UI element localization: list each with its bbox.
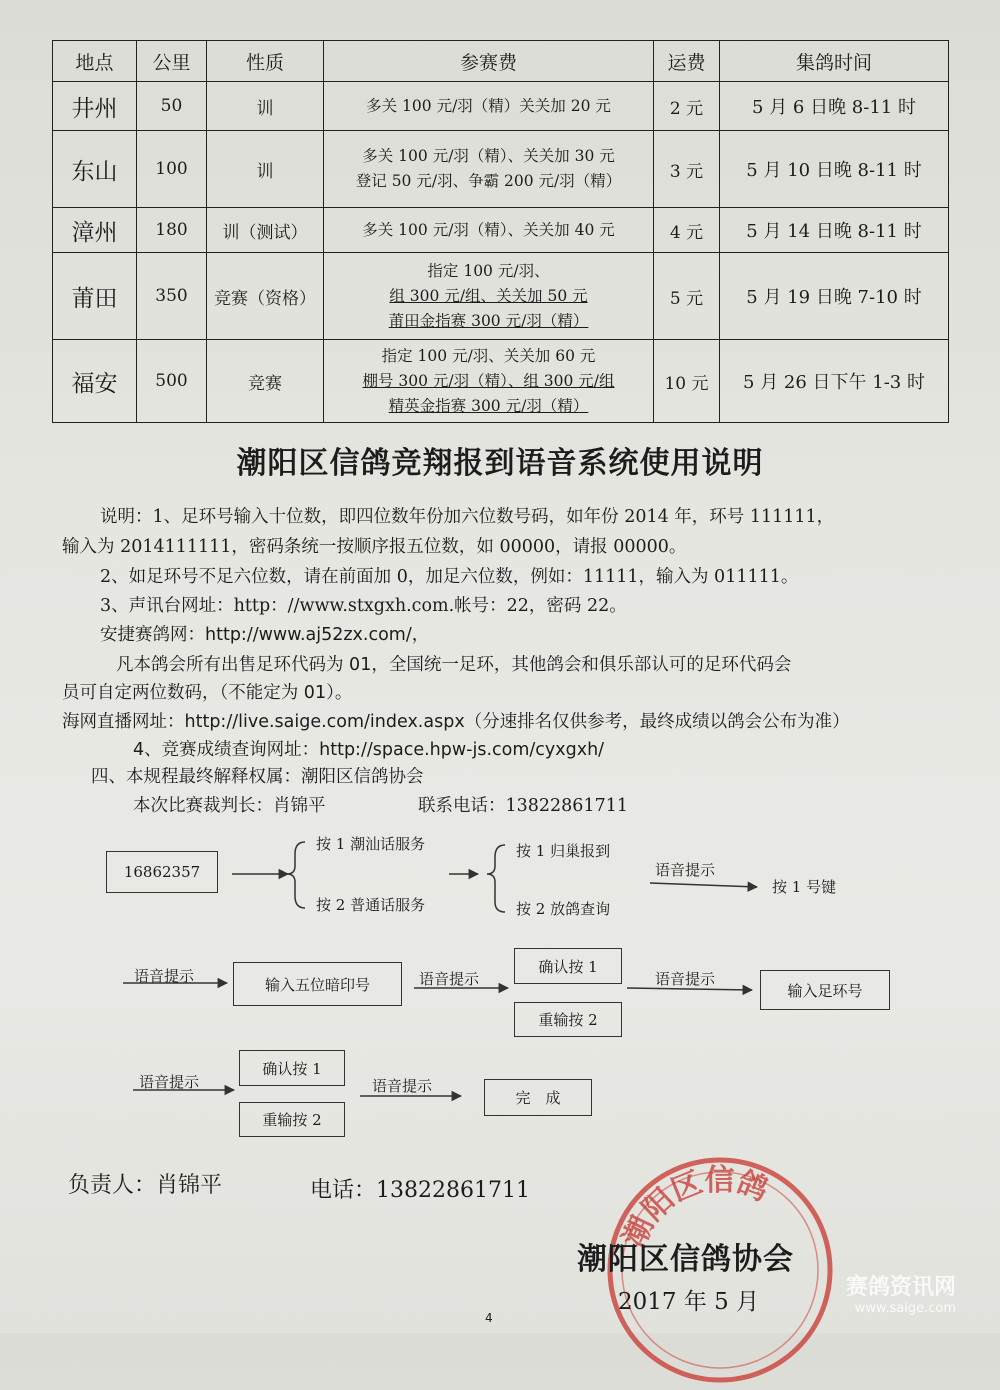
cell-shipping: 2 元 — [654, 82, 720, 131]
cell-nature: 训（测试） — [207, 208, 324, 253]
responsible-person: 负责人：肖锦平 — [68, 1173, 223, 1198]
instruction-line-9: 4、竞赛成绩查询网址：http://space.hpw-js.com/cyxgxh/ — [133, 740, 605, 760]
fee-line: 指定 100 元/羽、关关加 60 元 — [381, 346, 596, 365]
instruction-line-5: 安捷赛鸽网：http://www.aj52zx.com/， — [100, 625, 430, 645]
cell-time: 5 月 26 日下午 1-3 时 — [720, 340, 949, 423]
document-date: 2017 年 5 月 — [618, 1289, 760, 1315]
instruction-line-3: 2、如足环号不足六位数，请在前面加 0，加足六位数，例如：11111，输入为 011111。 — [100, 567, 799, 587]
fee-line: 莆田金指赛 300 元/羽（精） — [388, 311, 589, 330]
fee-line: 精英金指赛 300 元/羽（精） — [388, 396, 589, 415]
confirm-box-1: 确认按 1 — [514, 948, 622, 984]
instruction-line-2: 输入为 2014111111，密码条统一按顺序报五位数，如 00000，请报 00000。 — [62, 537, 687, 557]
done-box: 完 成 — [484, 1079, 592, 1116]
ring-input-box: 输入足环号 — [760, 970, 890, 1010]
watermark — [846, 1270, 956, 1316]
cell-km: 350 — [137, 253, 207, 340]
cell-time: 5 月 14 日晚 8-11 时 — [720, 208, 949, 253]
cell-km: 50 — [137, 82, 207, 131]
page-number: 4 — [485, 1311, 493, 1325]
fee-line: 多关 100 元/羽（精）关关加 20 元 — [366, 96, 611, 115]
voice-prompt-label-5: 语音提示 — [139, 1073, 200, 1091]
option-mandarin-text: 按 2 普通话服务 — [316, 896, 426, 914]
cell-location: 福安 — [53, 340, 137, 423]
cell-nature: 训 — [207, 131, 324, 208]
cell-nature: 竞赛（资格） — [207, 253, 324, 340]
fee-line: 多关 100 元/羽（精）、关关加 40 元 — [362, 220, 615, 239]
responsible-phone: 电话：13822861711 — [310, 1178, 530, 1203]
cell-location: 漳州 — [53, 208, 137, 253]
document-title: 潮阳区信鸽竞翔报到语音系统使用说明 — [236, 446, 764, 481]
header-location: 地点 — [53, 41, 137, 82]
voice-prompt-label-3: 语音提示 — [419, 970, 480, 988]
watermark-url: www.saige.com — [854, 1301, 956, 1316]
phone-number-box: 16862357 — [106, 851, 218, 893]
fee-line: 多关 100 元/羽（精）、关关加 30 元 — [362, 147, 615, 165]
header-fee: 参赛费 — [324, 41, 654, 82]
judge-line: 本次比赛裁判长：肖锦平 — [133, 796, 326, 816]
cell-shipping: 4 元 — [654, 208, 720, 253]
cell-location: 东山 — [53, 131, 137, 208]
cell-time: 5 月 19 日晚 7-10 时 — [720, 253, 949, 340]
cell-location: 莆田 — [53, 253, 137, 340]
instruction-line-6: 凡本鸽会所有出售足环代码为 01，全国统一足环，其他鸽会和俱乐部认可的足环代码会 — [116, 655, 792, 675]
contact-line: 联系电话：13822861711 — [418, 796, 628, 816]
reinput-box-2: 重输按 2 — [239, 1102, 345, 1137]
cell-shipping: 3 元 — [654, 131, 720, 208]
brace-service — [287, 842, 305, 908]
cell-shipping: 5 元 — [654, 253, 720, 340]
instruction-line-1: 说明：1、足环号输入十位数，即四位数年份加六位数号码，如年份 2014 年，环号 111111， — [100, 507, 835, 527]
cell-km: 180 — [137, 208, 207, 253]
arrow-key1 — [650, 883, 757, 887]
cell-nature: 训 — [207, 82, 324, 131]
seal-text: 潮阳区信鸽 — [616, 1162, 773, 1254]
cell-shipping: 10 元 — [654, 340, 720, 423]
option-chaoshan-label — [316, 833, 425, 854]
instruction-line-8: 海网直播网址：http://live.saige.com/index.aspx（分速排名仅供参考，最终成绩以鸽会公布为准） — [62, 712, 850, 732]
cell-km: 100 — [137, 131, 207, 208]
instruction-line-10: 四、本规程最终解释权属：潮阳区信鸽协会 — [91, 767, 424, 787]
fee-line: 登记 50 元/羽、争霸 200 元/羽（精） — [355, 172, 622, 190]
voice-prompt-label-4: 语音提示 — [655, 970, 716, 988]
option-release-label: 按 2 放鸽查询 — [516, 900, 611, 918]
fee-line: 棚号 300 元/羽（精）、组 300 元/组 — [362, 371, 615, 390]
confirm-box-2: 确认按 1 — [239, 1050, 345, 1086]
header-time: 集鸽时间 — [720, 41, 949, 82]
cell-location: 井州 — [53, 82, 137, 131]
voice-prompt-label-6: 语音提示 — [372, 1077, 433, 1095]
reinput-box-1: 重输按 2 — [514, 1002, 622, 1037]
instruction-line-4: 3、声讯台网址：http：//www.stxgxh.com.帐号：22，密码 22。 — [100, 596, 627, 616]
voice-prompt-label-2: 语音提示 — [134, 967, 195, 985]
header-km: 公里 — [137, 41, 207, 82]
organization-name: 潮阳区信鸽协会 — [577, 1242, 794, 1277]
cell-km: 500 — [137, 340, 207, 423]
header-shipping: 运费 — [654, 41, 720, 82]
cell-time: 5 月 10 日晚 8-11 时 — [720, 131, 949, 208]
option-homing-label: 按 1 归巢报到 — [516, 842, 611, 860]
fee-line: 指定 100 元/羽、 — [427, 261, 550, 280]
header-nature: 性质 — [207, 41, 324, 82]
instruction-line-7: 员可自定两位数码，（不能定为 01）。 — [62, 683, 353, 703]
cell-time: 5 月 6 日晚 8-11 时 — [720, 82, 949, 131]
watermark-name: 赛鸽资讯网 — [845, 1275, 956, 1300]
option-chaoshan-text: 按 1 潮汕话服务 — [316, 835, 426, 853]
voice-prompt-label-1: 语音提示 — [655, 861, 716, 879]
brace-option — [487, 845, 505, 912]
key1-label: 按 1 号键 — [772, 878, 837, 896]
pwd-input-box: 输入五位暗印号 — [233, 962, 402, 1006]
fee-line: 组 300 元/组、关关加 50 元 — [389, 286, 588, 305]
cell-nature: 竞赛 — [207, 340, 324, 423]
option-mandarin-label — [316, 894, 425, 915]
